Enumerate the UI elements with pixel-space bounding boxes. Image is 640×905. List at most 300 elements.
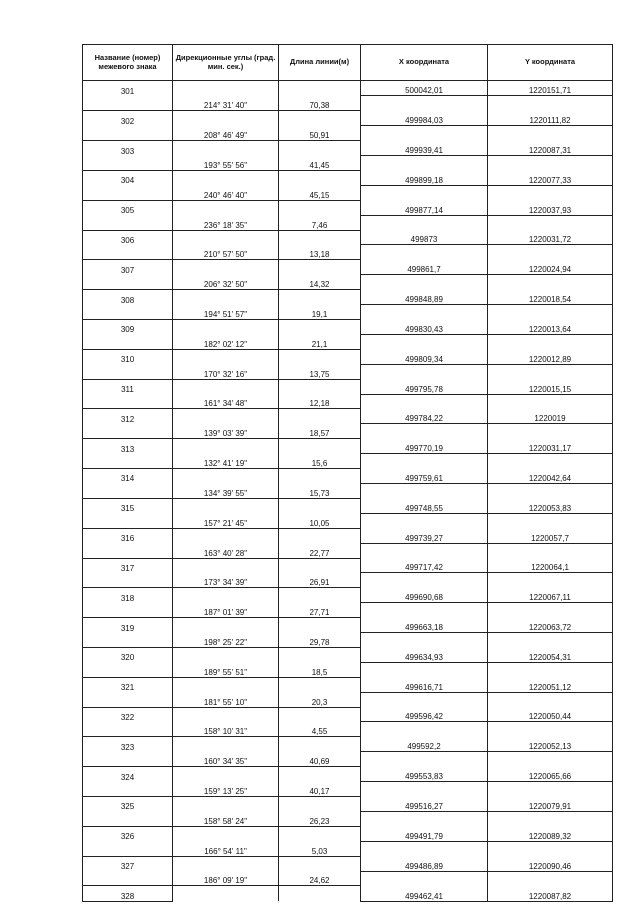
line-length: 50,91 [279, 126, 361, 141]
segment-row [83, 185, 613, 200]
empty-cell [488, 305, 613, 320]
point-name: 322 [83, 707, 173, 722]
y-coordinate: 1220111,82 [488, 111, 613, 126]
empty-cell [279, 826, 361, 841]
empty-cell [83, 156, 173, 171]
x-coordinate: 499861,7 [361, 260, 488, 275]
x-coordinate: 499592,2 [361, 737, 488, 752]
point-name: 311 [83, 379, 173, 394]
table-body [83, 81, 613, 902]
point-name: 315 [83, 498, 173, 513]
direction-angle: 186° 09' 19" [173, 871, 279, 886]
direction-angle: 160° 34' 35" [173, 752, 279, 767]
empty-cell [279, 797, 361, 812]
line-length: 21,1 [279, 334, 361, 349]
empty-cell [173, 290, 279, 305]
point-row [83, 349, 613, 364]
x-coordinate: 499873 [361, 230, 488, 245]
empty-cell [83, 722, 173, 737]
empty-cell [361, 513, 488, 528]
segment-row [83, 573, 613, 588]
document-sheet [82, 44, 612, 901]
empty-cell [173, 439, 279, 454]
segment-row [83, 752, 613, 767]
y-coordinate: 1220037,93 [488, 200, 613, 215]
empty-cell [361, 573, 488, 588]
empty-cell [83, 782, 173, 797]
line-length: 26,91 [279, 573, 361, 588]
empty-cell [173, 618, 279, 633]
header-row [83, 45, 613, 81]
empty-cell [488, 573, 613, 588]
empty-cell [488, 215, 613, 230]
point-name: 308 [83, 290, 173, 305]
empty-cell [83, 424, 173, 439]
segment-row [83, 215, 613, 230]
y-coordinate: 1220087,82 [488, 886, 613, 901]
x-coordinate: 499462,41 [361, 886, 488, 901]
empty-cell [361, 334, 488, 349]
empty-cell [83, 245, 173, 260]
empty-cell [173, 260, 279, 275]
empty-cell [488, 185, 613, 200]
direction-angle: 158° 58' 24" [173, 811, 279, 826]
x-coordinate: 499748,55 [361, 498, 488, 513]
line-length: 41,45 [279, 156, 361, 171]
empty-cell [173, 320, 279, 335]
point-row [83, 498, 613, 513]
y-coordinate: 1220019 [488, 409, 613, 424]
x-coordinate: 499848,89 [361, 290, 488, 305]
empty-cell [279, 81, 361, 96]
empty-cell [361, 722, 488, 737]
line-length: 24,62 [279, 871, 361, 886]
segment-row [83, 424, 613, 439]
x-coordinate: 499663,18 [361, 618, 488, 633]
empty-cell [361, 454, 488, 469]
segment-row [83, 633, 613, 648]
point-name: 304 [83, 170, 173, 185]
direction-angle: 208° 46' 49" [173, 126, 279, 141]
y-coordinate: 1220067,11 [488, 588, 613, 603]
empty-cell [361, 185, 488, 200]
line-length: 13,75 [279, 364, 361, 379]
segment-row [83, 364, 613, 379]
empty-cell [361, 811, 488, 826]
x-coordinate: 499877,14 [361, 200, 488, 215]
line-length: 40,17 [279, 782, 361, 797]
empty-cell [488, 275, 613, 290]
direction-angle: 139° 03' 39" [173, 424, 279, 439]
y-coordinate: 1220018,54 [488, 290, 613, 305]
direction-angle: 193° 55' 56" [173, 156, 279, 171]
y-coordinate: 1220053,83 [488, 498, 613, 513]
point-name: 321 [83, 677, 173, 692]
x-coordinate: 499759,61 [361, 469, 488, 484]
empty-cell [279, 469, 361, 484]
empty-cell [83, 483, 173, 498]
empty-cell [279, 707, 361, 722]
empty-cell [83, 871, 173, 886]
y-coordinate: 1220051,12 [488, 677, 613, 692]
line-length: 15,6 [279, 454, 361, 469]
segment-row [83, 513, 613, 528]
empty-cell [279, 677, 361, 692]
empty-cell [488, 454, 613, 469]
empty-cell [488, 752, 613, 767]
point-name: 324 [83, 767, 173, 782]
direction-angle: 189° 55' 51" [173, 662, 279, 677]
empty-cell [173, 886, 279, 901]
point-name: 302 [83, 111, 173, 126]
empty-cell [279, 528, 361, 543]
line-length: 4,55 [279, 722, 361, 737]
x-coordinate: 499690,68 [361, 588, 488, 603]
segment-row [83, 483, 613, 498]
empty-cell [279, 498, 361, 513]
point-row [83, 707, 613, 722]
header-y-coordinate: Y координата [488, 45, 613, 81]
point-row [83, 856, 613, 871]
empty-cell [361, 603, 488, 618]
point-row [83, 230, 613, 245]
empty-cell [83, 513, 173, 528]
empty-cell [488, 334, 613, 349]
y-coordinate: 1220065,66 [488, 767, 613, 782]
header-direction-angle: Дирекционные углы (град. мин. сек.) [173, 45, 279, 81]
empty-cell [83, 305, 173, 320]
empty-cell [83, 126, 173, 141]
empty-cell [83, 334, 173, 349]
empty-cell [488, 841, 613, 856]
empty-cell [279, 647, 361, 662]
empty-cell [173, 737, 279, 752]
line-length: 40,69 [279, 752, 361, 767]
x-coordinate: 500042,01 [361, 81, 488, 96]
x-coordinate: 499795,78 [361, 379, 488, 394]
line-length: 70,38 [279, 96, 361, 111]
point-row [83, 469, 613, 484]
direction-angle: 134° 39' 55" [173, 483, 279, 498]
empty-cell [361, 871, 488, 886]
x-coordinate: 499899,18 [361, 170, 488, 185]
empty-cell [488, 364, 613, 379]
empty-cell [173, 498, 279, 513]
point-name: 316 [83, 528, 173, 543]
line-length: 18,57 [279, 424, 361, 439]
line-length: 45,15 [279, 185, 361, 200]
direction-angle: 206° 32' 50" [173, 275, 279, 290]
empty-cell [279, 141, 361, 156]
point-row [83, 528, 613, 543]
empty-cell [83, 364, 173, 379]
segment-row [83, 722, 613, 737]
point-name: 305 [83, 200, 173, 215]
empty-cell [279, 260, 361, 275]
empty-cell [361, 752, 488, 767]
direction-angle: 159° 13' 25" [173, 782, 279, 797]
empty-cell [173, 558, 279, 573]
point-row [83, 379, 613, 394]
empty-cell [488, 156, 613, 171]
point-name: 326 [83, 826, 173, 841]
segment-row [83, 543, 613, 558]
y-coordinate: 1220052,13 [488, 737, 613, 752]
direction-angle: 170° 32' 16" [173, 364, 279, 379]
line-length: 13,18 [279, 245, 361, 260]
segment-row [83, 275, 613, 290]
point-row [83, 588, 613, 603]
empty-cell [488, 245, 613, 260]
x-coordinate: 499634,93 [361, 647, 488, 662]
empty-cell [279, 230, 361, 245]
point-row [83, 290, 613, 305]
x-coordinate: 499553,83 [361, 767, 488, 782]
line-length: 26,23 [279, 811, 361, 826]
empty-cell [488, 513, 613, 528]
line-length: 15,73 [279, 483, 361, 498]
y-coordinate: 1220054,31 [488, 647, 613, 662]
empty-cell [279, 409, 361, 424]
empty-cell [173, 856, 279, 871]
point-name: 301 [83, 81, 173, 96]
boundary-points-table [82, 44, 613, 902]
x-coordinate: 499596,42 [361, 707, 488, 722]
segment-row [83, 662, 613, 677]
x-coordinate: 499491,79 [361, 826, 488, 841]
x-coordinate: 499770,19 [361, 439, 488, 454]
point-name: 317 [83, 558, 173, 573]
point-row [83, 797, 613, 812]
empty-cell [279, 618, 361, 633]
point-row [83, 737, 613, 752]
y-coordinate: 1220050,44 [488, 707, 613, 722]
y-coordinate: 1220090,46 [488, 856, 613, 871]
empty-cell [361, 96, 488, 111]
empty-cell [279, 856, 361, 871]
empty-cell [173, 469, 279, 484]
point-name: 323 [83, 737, 173, 752]
point-name: 303 [83, 141, 173, 156]
direction-angle: 158° 10' 31" [173, 722, 279, 737]
segment-row [83, 305, 613, 320]
empty-cell [83, 573, 173, 588]
point-row [83, 767, 613, 782]
point-name: 313 [83, 439, 173, 454]
empty-cell [361, 305, 488, 320]
point-row [83, 111, 613, 126]
empty-cell [488, 782, 613, 797]
y-coordinate: 1220079,91 [488, 797, 613, 812]
empty-cell [488, 692, 613, 707]
empty-cell [83, 394, 173, 409]
line-length: 29,78 [279, 633, 361, 648]
empty-cell [83, 752, 173, 767]
empty-cell [361, 692, 488, 707]
point-row [83, 170, 613, 185]
segment-row [83, 603, 613, 618]
line-length: 20,3 [279, 692, 361, 707]
x-coordinate: 499616,71 [361, 677, 488, 692]
point-name: 306 [83, 230, 173, 245]
empty-cell [279, 558, 361, 573]
point-name: 312 [83, 409, 173, 424]
segment-row [83, 454, 613, 469]
direction-angle: 161° 34' 48" [173, 394, 279, 409]
empty-cell [83, 215, 173, 230]
line-length: 12,18 [279, 394, 361, 409]
x-coordinate: 499984,03 [361, 111, 488, 126]
direction-angle: 173° 34' 39" [173, 573, 279, 588]
y-coordinate: 1220012,89 [488, 349, 613, 364]
point-name: 327 [83, 856, 173, 871]
line-length: 18,5 [279, 662, 361, 677]
empty-cell [488, 603, 613, 618]
empty-cell [173, 141, 279, 156]
y-coordinate: 1220077,33 [488, 170, 613, 185]
direction-angle: 157° 21' 45" [173, 513, 279, 528]
empty-cell [279, 200, 361, 215]
empty-cell [173, 200, 279, 215]
empty-cell [361, 156, 488, 171]
point-name: 320 [83, 647, 173, 662]
empty-cell [361, 364, 488, 379]
empty-cell [173, 81, 279, 96]
empty-cell [279, 170, 361, 185]
segment-row [83, 811, 613, 826]
empty-cell [173, 170, 279, 185]
empty-cell [279, 320, 361, 335]
segment-row [83, 96, 613, 111]
point-row [83, 200, 613, 215]
empty-cell [361, 245, 488, 260]
empty-cell [361, 782, 488, 797]
direction-angle: 132° 41' 19" [173, 454, 279, 469]
empty-cell [279, 588, 361, 603]
direction-angle: 198° 25' 22" [173, 633, 279, 648]
y-coordinate: 1220089,32 [488, 826, 613, 841]
point-name: 318 [83, 588, 173, 603]
empty-cell [83, 841, 173, 856]
empty-cell [361, 543, 488, 558]
header-line-length: Длина линии(м) [279, 45, 361, 81]
empty-cell [83, 811, 173, 826]
empty-cell [361, 483, 488, 498]
x-coordinate: 499784,22 [361, 409, 488, 424]
x-coordinate: 499809,34 [361, 349, 488, 364]
point-row [83, 260, 613, 275]
empty-cell [488, 633, 613, 648]
point-row [83, 409, 613, 424]
empty-cell [173, 647, 279, 662]
segment-row [83, 841, 613, 856]
x-coordinate: 499939,41 [361, 141, 488, 156]
direction-angle: 240° 46' 40" [173, 185, 279, 200]
empty-cell [173, 707, 279, 722]
segment-row [83, 782, 613, 797]
empty-cell [361, 662, 488, 677]
empty-cell [361, 841, 488, 856]
direction-angle: 163° 40' 28" [173, 543, 279, 558]
empty-cell [173, 379, 279, 394]
empty-cell [488, 126, 613, 141]
empty-cell [279, 290, 361, 305]
line-length: 27,71 [279, 603, 361, 618]
y-coordinate: 1220024,94 [488, 260, 613, 275]
line-length: 7,46 [279, 215, 361, 230]
point-row [83, 618, 613, 633]
segment-row [83, 126, 613, 141]
empty-cell [361, 215, 488, 230]
empty-cell [488, 424, 613, 439]
segment-row [83, 245, 613, 260]
empty-cell [488, 543, 613, 558]
point-name: 314 [83, 469, 173, 484]
empty-cell [279, 111, 361, 126]
point-name: 328 [83, 886, 173, 901]
empty-cell [279, 439, 361, 454]
empty-cell [279, 886, 361, 901]
empty-cell [173, 111, 279, 126]
empty-cell [173, 797, 279, 812]
empty-cell [83, 454, 173, 469]
header-x-coordinate: X координата [361, 45, 488, 81]
y-coordinate: 1220042,64 [488, 469, 613, 484]
empty-cell [83, 603, 173, 618]
y-coordinate: 1220015,15 [488, 379, 613, 394]
empty-cell [488, 483, 613, 498]
empty-cell [83, 662, 173, 677]
empty-cell [83, 633, 173, 648]
point-name: 310 [83, 349, 173, 364]
empty-cell [279, 767, 361, 782]
x-coordinate: 499830,43 [361, 320, 488, 335]
empty-cell [173, 409, 279, 424]
empty-cell [83, 692, 173, 707]
empty-cell [173, 767, 279, 782]
empty-cell [361, 633, 488, 648]
y-coordinate: 1220031,17 [488, 439, 613, 454]
segment-row [83, 692, 613, 707]
empty-cell [173, 588, 279, 603]
empty-cell [488, 722, 613, 737]
point-row [83, 886, 613, 901]
x-coordinate: 499516,27 [361, 797, 488, 812]
empty-cell [173, 677, 279, 692]
y-coordinate: 1220031,72 [488, 230, 613, 245]
x-coordinate: 499717,42 [361, 558, 488, 573]
line-length: 14,32 [279, 275, 361, 290]
point-row [83, 141, 613, 156]
direction-angle: 214° 31' 40" [173, 96, 279, 111]
point-row [83, 439, 613, 454]
point-row [83, 647, 613, 662]
empty-cell [173, 230, 279, 245]
table-header [83, 45, 613, 81]
y-coordinate: 1220057,7 [488, 528, 613, 543]
point-name: 319 [83, 618, 173, 633]
empty-cell [83, 275, 173, 290]
empty-cell [83, 185, 173, 200]
header-point-name: Название (номер) межевого знака [83, 45, 173, 81]
line-length: 10,05 [279, 513, 361, 528]
empty-cell [488, 662, 613, 677]
y-coordinate: 1220151,71 [488, 81, 613, 96]
empty-cell [488, 871, 613, 886]
empty-cell [173, 528, 279, 543]
point-row [83, 320, 613, 335]
empty-cell [173, 826, 279, 841]
